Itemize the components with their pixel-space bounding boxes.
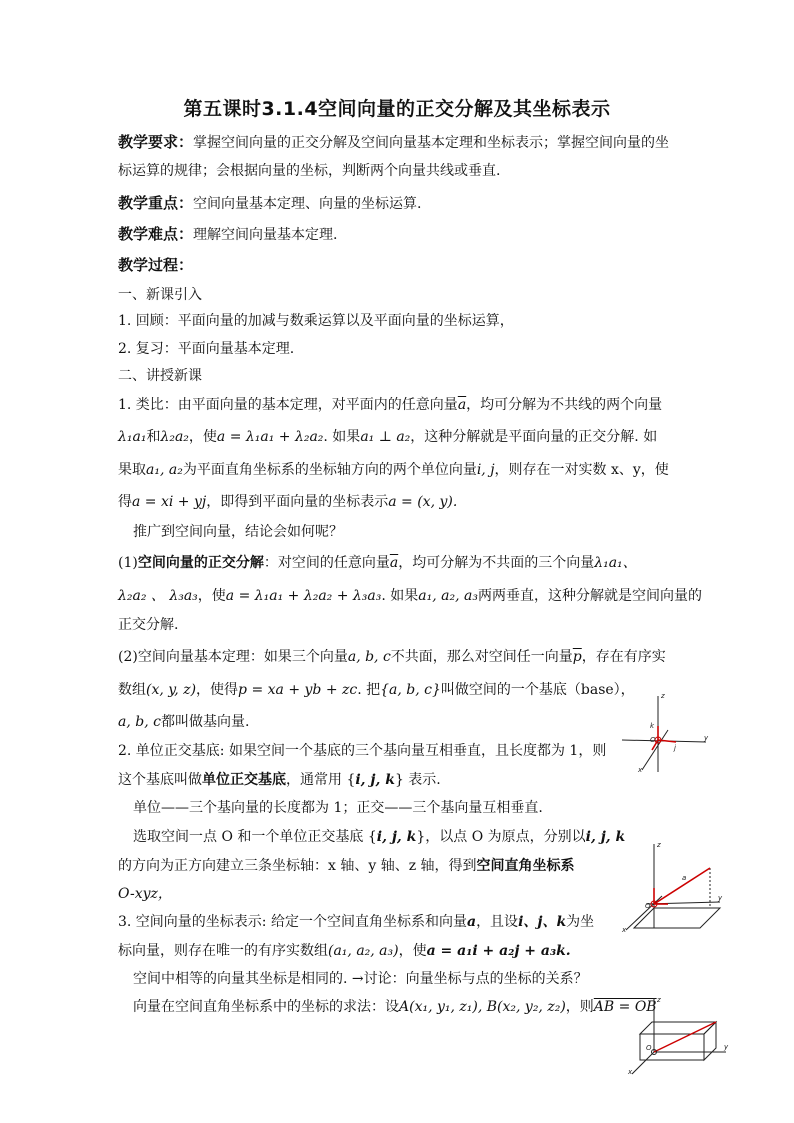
theorem-text: ，使得 xyxy=(196,682,239,698)
coord-repr-line-3: 空间中相等的向量其坐标是相同的. →讨论：向量坐标与点的坐标的关系？ xyxy=(133,971,588,987)
math-space-decomp: a = λ₁a₁ + λ₂a₂ + λ₃a₃ xyxy=(225,588,382,604)
basis-theorem-line-3 xyxy=(118,712,678,732)
difficulties-text: 理解空间向量基本定理. xyxy=(193,227,338,243)
theorem-text: . 把 xyxy=(357,682,381,698)
theorem-text: 都叫做基向量. xyxy=(160,714,250,730)
coord-repr-text: 标向量，则存在唯一的有序实数组 xyxy=(118,943,328,959)
math-ijk: i, j, k xyxy=(376,829,417,845)
math-ijk-dash: i、j、k xyxy=(518,914,567,930)
unit-basis-text: ，通常用 { xyxy=(286,772,356,788)
x-axis xyxy=(626,896,662,930)
unit-basis-line-1: 2. 单位正交基底: 如果空间一个基底的三个基向量互相垂直，且长度都为 1，则 xyxy=(118,743,607,759)
section-1-item-2: 2. 复习：平面向量基本定理. xyxy=(118,341,295,357)
axis-label: j xyxy=(674,744,676,752)
unit-basis-text: }，以点 O 为原点，分别以 xyxy=(416,829,586,845)
math-a1a2: a₁, a₂ xyxy=(146,462,183,478)
math-ijk-comma: i, j, k xyxy=(585,829,626,845)
axis-label: y xyxy=(704,734,709,742)
axis-label: x xyxy=(622,926,627,934)
generalize-question: 推广到空间向量，结论会如何呢？ xyxy=(133,524,343,540)
analogy-text: ，使 xyxy=(188,429,217,445)
theorem-text: 数组 xyxy=(118,682,146,698)
diagonal-vector xyxy=(654,1022,716,1052)
theorem-text: 不共面，那么对空间任一向量 xyxy=(390,649,573,665)
analogy-line-4 xyxy=(118,492,678,512)
theorem-text: ，存在有序实 xyxy=(581,649,666,665)
math-a-tuple: (a₁, a₂, a₃) xyxy=(328,943,399,959)
orthogonal-line-2 xyxy=(118,586,702,606)
coord-repr-text: ，且设 xyxy=(476,914,519,930)
unit-basis-text: 这个基底叫做 xyxy=(118,772,202,788)
math-a-xy: a = xi + yj xyxy=(132,494,207,510)
axis-label: y xyxy=(724,1043,729,1051)
math-p-eq: p = xa + yb + zc xyxy=(238,682,358,698)
analogy-text: 1. 类比：由平面向量的基本定理，对平面内的任意向量 xyxy=(118,397,458,413)
unit-basis-text: } 表示. xyxy=(394,772,441,788)
analogy-line-3 xyxy=(118,460,678,480)
math-a: $\overline{a}$ xyxy=(457,397,467,413)
axis-label: O xyxy=(646,1044,652,1052)
unit-basis-text: 选取空间一点 O 和一个单位正交基底 { xyxy=(133,829,377,845)
math-l1a1: λ₁a₁ xyxy=(118,429,147,445)
analogy-line-1 xyxy=(118,395,678,415)
math-ij: i, j xyxy=(476,462,495,478)
math-a: $\overline{a}$ xyxy=(389,555,399,571)
xy-plane xyxy=(634,908,720,928)
orthogonal-num: (1) xyxy=(118,555,138,571)
math-p: $\overline{p}$ xyxy=(572,649,582,665)
analogy-text: . 如果 xyxy=(323,429,361,445)
axis-label: k xyxy=(650,722,655,730)
orthogonal-text: ：对空间的任意向量 xyxy=(263,555,390,571)
orthogonal-text: ，使 xyxy=(197,588,226,604)
x-axis xyxy=(632,1052,654,1074)
math-abc-list: a, b, c xyxy=(118,714,161,730)
unit-basis-line-3: 单位——三个基向量的长度都为 1；正交——三个基向量互相垂直. xyxy=(133,800,543,816)
orthogonal-line-3: 正交分解. xyxy=(118,617,179,633)
analogy-line-2 xyxy=(118,427,678,447)
key-points-label: 教学重点： xyxy=(118,194,194,212)
math-xyz-tuple: (x, y, z) xyxy=(146,682,197,698)
unit-basis-text: 的方向为正方向建立三条坐标轴：x 轴、y 轴、z 轴，得到 xyxy=(118,858,477,874)
math-a123: a₁, a₂, a₃ xyxy=(418,588,478,604)
math-vec-a: a xyxy=(466,914,477,930)
analogy-text: 果取 xyxy=(118,462,146,478)
requirements-text-1: 掌握空间向量的正交分解及空间向量基本定理和坐标表示；掌握空间向量的坐 xyxy=(193,135,670,151)
axis-label: a xyxy=(682,874,687,882)
analogy-text: 得 xyxy=(118,494,132,510)
math-abc-set: {a, b, c} xyxy=(380,682,441,698)
theorem-text: 叫做空间的一个基底（base）， xyxy=(440,682,635,698)
unit-basis-term: 单位正交基底 xyxy=(202,772,286,788)
figure-coordinate-system xyxy=(616,838,726,934)
analogy-text: ，即得到平面向量的坐标表示 xyxy=(206,494,389,510)
math-a-coord: a = (x, y). xyxy=(388,494,458,510)
analogy-text: ，则存在一对实数 x、y，使 xyxy=(494,462,669,478)
coord-repr-text: ，则 xyxy=(565,999,594,1015)
math-abc: a, b, c xyxy=(347,649,391,665)
analogy-text: 和 xyxy=(146,429,161,445)
unit-basis-line-4 xyxy=(133,827,693,847)
coord-repr-text: 向量在空间直角坐标系中的坐标的求法：设 xyxy=(133,999,399,1015)
analogy-text: 为平面直角坐标系的坐标轴方向的两个单位向量 xyxy=(182,462,477,478)
orthogonal-text: . 如果 xyxy=(381,588,419,604)
coord-repr-line-1 xyxy=(118,912,678,932)
math-ab-eq: AB = OB xyxy=(593,999,657,1015)
requirements-label: 教学要求： xyxy=(118,133,194,151)
axis-label: z xyxy=(657,996,661,1004)
basis-theorem-line-2 xyxy=(118,680,678,700)
math-ab-points: A(x₁, y₁, z₁), B(x₂, y₂, z₂) xyxy=(399,999,566,1015)
difficulties-label: 教学难点： xyxy=(118,225,194,243)
orthogonal-text: ，均可分解为不共面的三个向量 xyxy=(398,555,595,571)
math-l1a1: λ₁a₁、 xyxy=(594,555,637,571)
coord-repr-line-2 xyxy=(118,941,678,961)
math-a-comb: a = a₁i + a₂j + a₃k. xyxy=(426,943,571,959)
axis-label: x xyxy=(638,766,643,774)
math-ijk: i, j, k xyxy=(355,772,395,788)
unit-basis-line-6: O-xyz， xyxy=(118,886,172,902)
axis-label: O xyxy=(650,736,656,744)
axis-label: z xyxy=(657,841,661,849)
requirements-line-1 xyxy=(118,132,678,153)
section-1-item-1: 1. 回顾：平面向量的加减与数乘运算以及平面向量的坐标运算， xyxy=(118,313,514,329)
section-1-heading: 一、新课引入 xyxy=(118,287,202,303)
process-label: 教学过程： xyxy=(118,256,194,274)
coord-system-term: 空间直角坐标系 xyxy=(476,858,575,874)
key-points-text: 空间向量基本定理、向量的坐标运算. xyxy=(193,196,422,212)
coord-repr-text: 为坐 xyxy=(566,914,595,930)
axis-label: z xyxy=(661,692,665,700)
unit-basis-line-2 xyxy=(118,770,678,790)
difficulties xyxy=(118,224,678,245)
coord-repr-text: ，使 xyxy=(398,943,427,959)
theorem-text: (2)空间向量基本定理：如果三个向量 xyxy=(118,649,348,665)
figure-unit-basis xyxy=(618,690,714,776)
unit-basis-line-5 xyxy=(118,856,678,876)
key-points xyxy=(118,193,678,214)
basis-theorem-line-1 xyxy=(118,647,678,667)
section-2-heading: 二、讲授新课 xyxy=(118,368,202,384)
page-title: 第五课时3.1.4空间向量的正交分解及其坐标表示 xyxy=(183,98,611,120)
orthogonal-text: 两两垂直，这种分解就是空间向量的 xyxy=(477,588,702,604)
orthogonal-line-1 xyxy=(118,553,678,573)
math-l2a2-l3a3: λ₂a₂ 、 λ₃a₃ xyxy=(118,588,198,604)
math-l2a2: λ₂a₂ xyxy=(160,429,189,445)
axis-label: y xyxy=(718,894,723,902)
requirements-line-2: 标运算的规律；会根据向量的坐标，判断两个向量共线或垂直. xyxy=(118,163,501,179)
axis-label: x xyxy=(628,1068,633,1076)
figure-box xyxy=(614,996,732,1076)
analogy-text: ，这种分解就是平面向量的正交分解. 如 xyxy=(410,429,658,445)
math-perp: a₁ ⊥ a₂ xyxy=(360,429,411,445)
math-plane-decomp: a = λ₁a₁ + λ₂a₂ xyxy=(216,429,324,445)
orthogonal-term: 空间向量的正交分解 xyxy=(137,555,264,571)
process-heading xyxy=(118,255,678,276)
coord-repr-line-4 xyxy=(133,997,693,1017)
analogy-text: ，均可分解为不共线的两个向量 xyxy=(466,397,663,413)
axis-label: O xyxy=(645,902,651,910)
coord-repr-text: 3. 空间向量的坐标表示: 给定一个空间直角坐标系和向量 xyxy=(118,914,467,930)
